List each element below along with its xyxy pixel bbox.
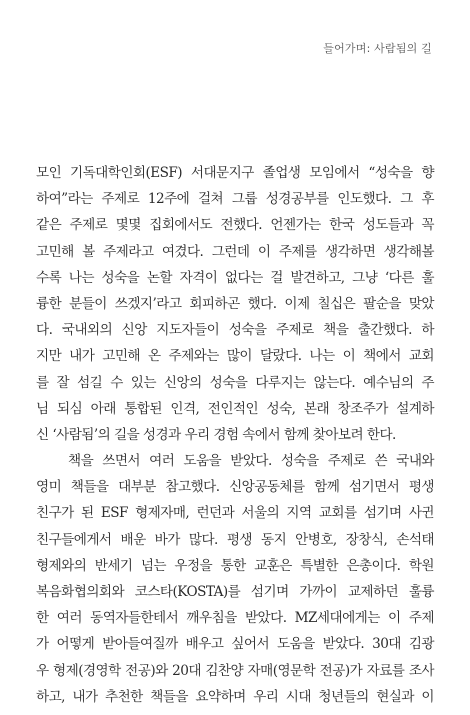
text-line: 친구들에게서 배운 바가 많다. 평생 동지 안병호, 장창식, 손석태	[36, 531, 434, 548]
text-line: 한 여러 동역자들한테서 깨우침을 받았다. MZ세대에게는 이 주제	[36, 610, 434, 627]
text-line: 가 어떻게 받아들여질까 배우고 싶어서 도움을 받았다. 30대 김광	[36, 636, 434, 653]
text-line: 책을 쓰면서 여러 도움을 받았다. 성숙을 주제로 쓴 국내와	[68, 453, 434, 470]
running-header: 들어가며: 사람됨의 길	[323, 42, 432, 55]
text-line: 고민해 볼 주제라고 여겼다. 그런데 이 주제를 생각하면 생각해볼	[36, 243, 434, 260]
text-line: 를 잘 섬길 수 있는 신앙의 성숙을 다루지는 않는다. 예수님의 주	[36, 374, 434, 391]
text-line: 하여”라는 주제로 12주에 걸쳐 그룹 성경공부를 인도했다. 그 후	[36, 191, 434, 208]
text-line: 모인 기독대학인회(ESF) 서대문지구 졸업생 모임에서 “성숙을 향	[36, 165, 434, 181]
text-line: 신 ‘사람됨’의 길을 성경과 우리 경험 속에서 함께 찾아보려 한다.	[36, 426, 396, 443]
paragraph-1	[36, 160, 434, 448]
text-line: 수록 나는 성숙을 논할 자격이 없다는 걸 발견하고, 그냥 ‘다른 훌	[36, 269, 434, 286]
text-line: 같은 주제로 몇몇 집회에서도 전했다. 언젠가는 한국 성도들과 꼭	[36, 217, 434, 234]
text-line: 영미 책들을 대부분 참고했다. 신앙공동체를 함께 섬기면서 평생	[36, 479, 434, 496]
text-line: 형제와의 반세기 넘는 우정을 통한 교훈은 특별한 은총이다. 학원	[36, 557, 434, 574]
text-line: 우 형제(경영학 전공)와 20대 김찬양 자매(영문학 전공)가 자료를 조사	[36, 662, 434, 679]
text-line: 하고, 내가 추천한 책들을 요약하며 우리 시대 청년들의 현실과 이	[36, 688, 434, 705]
text-line: 륭한 분들이 쓰겠지’라고 회피하곤 했다. 이제 칠십은 팔순을 맞았	[36, 295, 434, 312]
body-text	[36, 160, 434, 710]
paragraph-2	[36, 448, 434, 710]
text-line: 다. 국내외의 신앙 지도자들이 성숙을 주제로 책을 출간했다. 하	[36, 322, 434, 339]
text-line: 복음화협의회와 코스타(KOSTA)를 섬기며 가까이 교제하던 훌륭	[36, 584, 434, 600]
text-line: 님 되심 아래 통합된 인격, 전인적인 성숙, 본래 창조주가 설계하	[36, 400, 434, 417]
text-line: 친구가 된 ESF 형제자매, 런던과 서울의 지역 교회를 섬기며 사귄	[36, 505, 434, 522]
text-line: 지만 내가 고민해 온 주제와는 많이 달랐다. 나는 이 책에서 교회	[36, 348, 434, 365]
